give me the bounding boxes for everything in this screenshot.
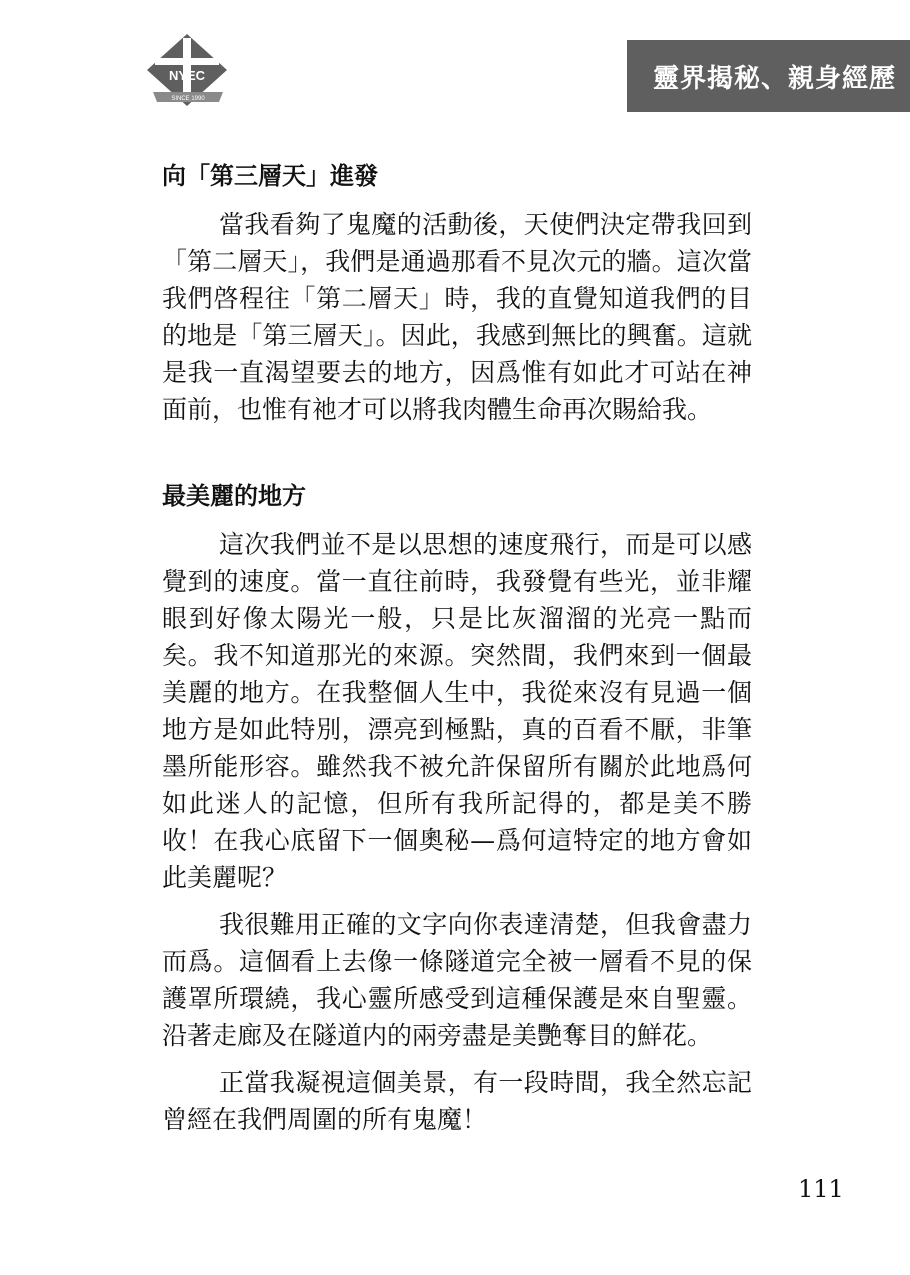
logo-ribbon-text: SINCE 1990 xyxy=(171,96,205,102)
paragraph: 正當我凝視這個美景，有一段時間，我全然忘記曾經在我們周圍的所有鬼魔！ xyxy=(162,1068,752,1134)
chapter-title: 靈界揭秘、親身經歷 xyxy=(653,63,897,94)
page-number: 111 xyxy=(798,1175,844,1203)
nyec-logo xyxy=(145,32,230,110)
paragraph: 我很難用正確的文字向你表達清楚，但我會盡力而爲。這個看上去像一條隧道完全被一層看不見的保護罩所環繞，我心靈所感受到這種保護是來自聖靈。沿著走廊及在隧道内的兩旁盡是美艷奪目的鮮花。 xyxy=(162,910,752,1050)
logo-letters: NYEC xyxy=(168,68,206,83)
section-title: 最美麗的地方 xyxy=(162,482,306,510)
section-most-beautiful-place xyxy=(162,480,752,1138)
section-third-heaven xyxy=(162,160,752,428)
page-body xyxy=(162,160,752,1138)
section-title: 向「第三層天」進發 xyxy=(162,162,378,190)
chapter-header xyxy=(627,40,910,112)
paragraph: 當我看夠了鬼魔的活動後，天使們決定帶我回到「第二層天」，我們是通過那看不見次元的牆。這次當我們啓程往「第二層天」時，我的直覺知道我們的目的地是「第三層天」。因此，我感到無比的興奮。這就是我一直渴望要去的地方，因爲惟有如此才可站在神面前，也惟有祂才可以將我肉體生命再次賜給我。 xyxy=(162,210,752,424)
paragraph: 這次我們並不是以思想的速度飛行，而是可以感覺到的速度。當一直往前時，我發覺有些光，並非耀眼到好像太陽光一般，只是比灰溜溜的光亮一點而矣。我不知道那光的來源。突然間，我們來到一個最美麗的地方。在我整個人生中，我從來沒有見過一個地方是如此特別，漂亮到極點，真的百看不厭，非筆墨所能形容。雖然我不被允許保留所有關於此地爲何如此迷人的記憶，但所有我所記得的，都是美不勝收！在我心底留下一個奧秘—爲何這特定的地方會如此美麗呢？ xyxy=(162,530,752,892)
